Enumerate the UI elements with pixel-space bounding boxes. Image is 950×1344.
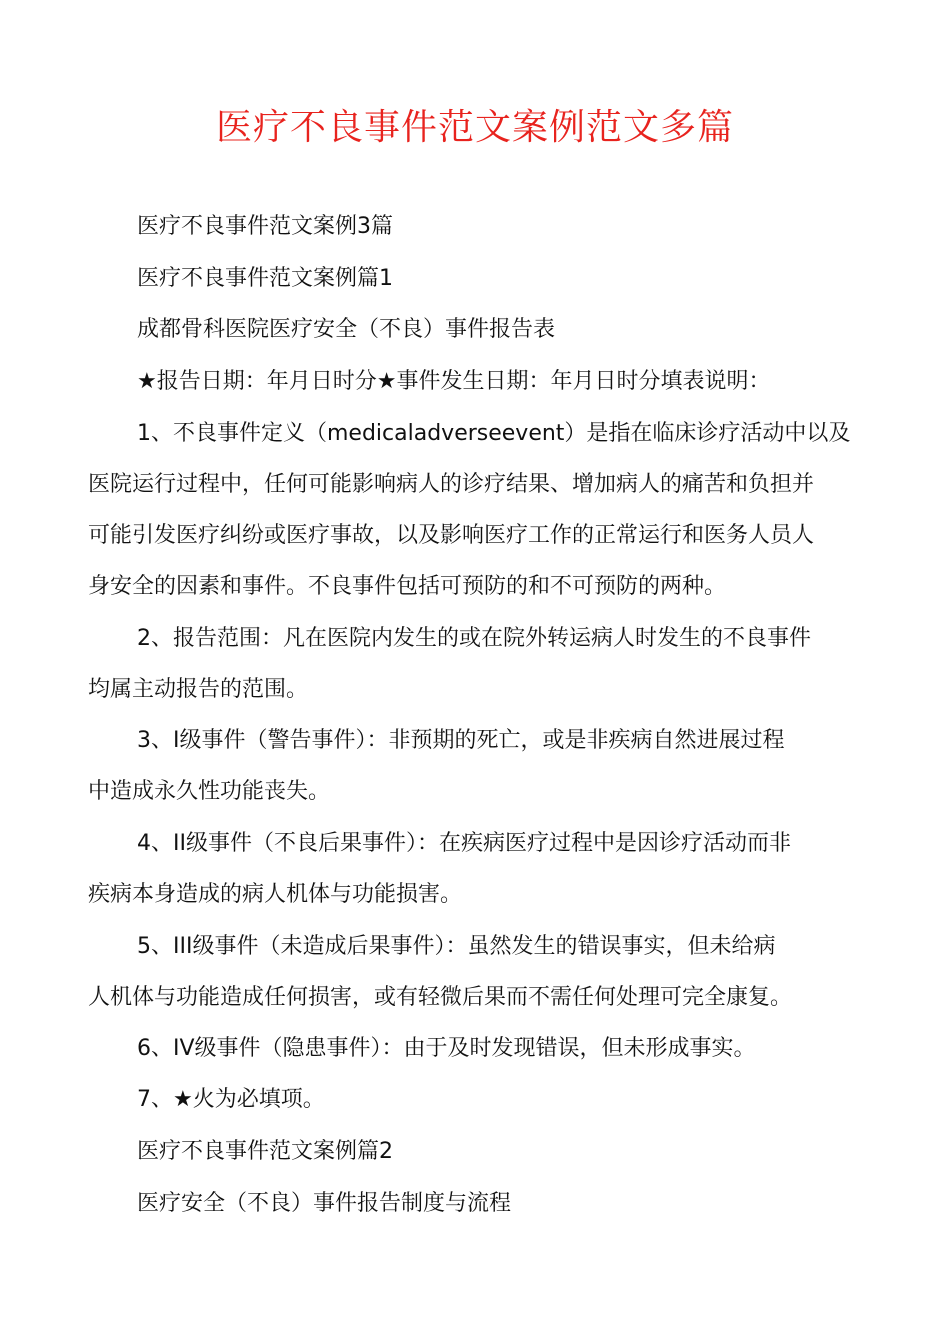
form-instructions: ★报告日期：年月日时分★事件发生日期：年月日时分填表说明： bbox=[137, 369, 771, 394]
paragraph-line: 4、II级事件（不良后果事件）：在疾病医疗过程中是因诊疗活动而非 bbox=[137, 831, 791, 856]
paragraph-line: 可能引发医疗纠纷或医疗事故，以及影响医疗工作的正常运行和医务人员人 bbox=[88, 523, 815, 548]
section-heading-2: 医疗不良事件范文案例篇2 bbox=[137, 1139, 393, 1164]
document-title: 医疗不良事件范文案例范文多篇 bbox=[215, 107, 734, 148]
paragraph-line: 6、IV级事件（隐患事件）：由于及时发现错误，但未形成事实。 bbox=[137, 1036, 756, 1061]
section-subtitle: 医疗安全（不良）事件报告制度与流程 bbox=[137, 1191, 512, 1216]
paragraph-line: 2、报告范围：凡在医院内发生的或在院外转运病人时发生的不良事件 bbox=[137, 626, 811, 651]
section-heading-1: 医疗不良事件范文案例篇1 bbox=[137, 266, 393, 291]
paragraph-line: 疾病本身造成的病人机体与功能损害。 bbox=[88, 882, 463, 907]
form-title: 成都骨科医院医疗安全（不良）事件报告表 bbox=[137, 317, 556, 342]
paragraph-line: 医院运行过程中，任何可能影响病人的诊疗结果、增加病人的痛苦和负担并 bbox=[88, 472, 815, 497]
paragraph-line: 均属主动报告的范围。 bbox=[88, 677, 309, 702]
paragraph-line: 3、Ⅰ级事件（警告事件）：非预期的死亡，或是非疾病自然进展过程 bbox=[137, 728, 785, 753]
paragraph-line: 中造成永久性功能丧失。 bbox=[88, 779, 331, 804]
paragraph-line: 身安全的因素和事件。不良事件包括可预防的和不可预防的两种。 bbox=[88, 574, 727, 599]
paragraph-line: 7、★火为必填项。 bbox=[137, 1087, 325, 1112]
subtitle-line: 医疗不良事件范文案例3篇 bbox=[137, 214, 393, 239]
paragraph-line: 5、III级事件（未造成后果事件）：虽然发生的错误事实，但未给病 bbox=[137, 934, 776, 959]
paragraph-line: 人机体与功能造成任何损害，或有轻微后果而不需任何处理可完全康复。 bbox=[88, 985, 793, 1010]
paragraph-line: 1、不良事件定义（medicaladverseevent）是指在临床诊疗活动中以及 bbox=[137, 421, 851, 446]
